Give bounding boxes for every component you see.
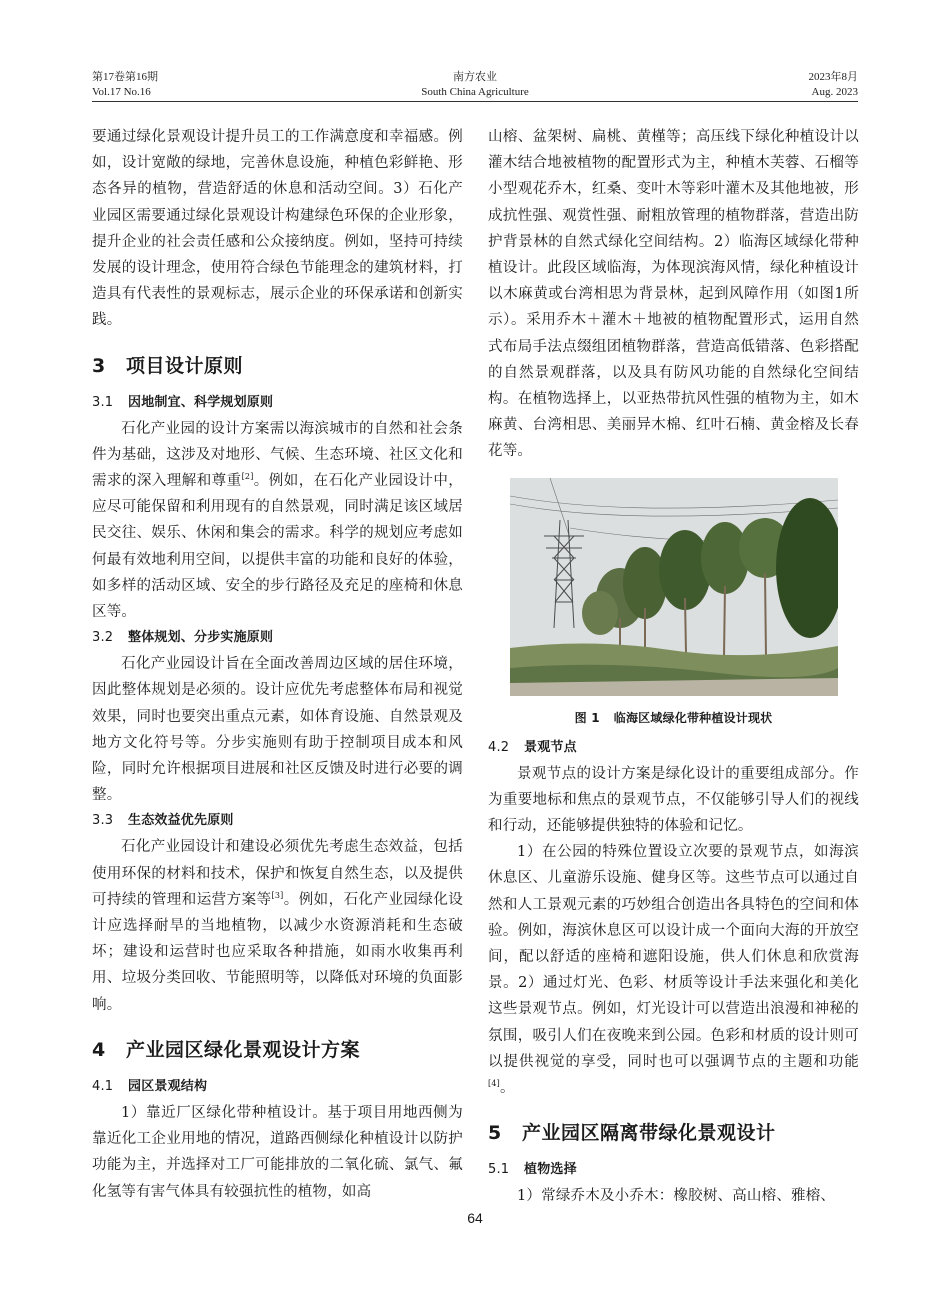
paragraph-3-1 bbox=[92, 416, 463, 626]
subsection-title: 生态效益优先原则 bbox=[128, 813, 234, 829]
paragraph-3-2: 石化产业园设计旨在全面改善周边区域的居住环境，因此整体规划是必须的。设计应优先考虑整体布局和视觉效果，同时也要突出重点元素，如体育设施、自然景观及地方文化符号等。分步实施则有助于控制项目成本和风险，同时允许根据项目进展和社区反馈及时进行必要的调整。 bbox=[92, 656, 463, 804]
header-journal-en: South China Agriculture bbox=[421, 86, 529, 98]
header-date bbox=[809, 70, 859, 100]
figure-photo bbox=[510, 478, 838, 696]
figure-caption-text: 临海区域绿化带种植设计现状 bbox=[613, 710, 773, 725]
subsection-number: 3.2 bbox=[92, 630, 114, 646]
subsection-title: 因地制宜、科学规划原则 bbox=[128, 394, 274, 410]
subsection-5-1-heading bbox=[488, 1157, 859, 1183]
subsection-number: 3.3 bbox=[92, 813, 114, 829]
section-title: 项目设计原则 bbox=[126, 354, 244, 377]
subsection-number: 4.2 bbox=[488, 739, 510, 755]
header-rule bbox=[92, 101, 858, 102]
section-number: 3 bbox=[92, 354, 106, 377]
header-date-cn: 2023年8月 bbox=[808, 71, 858, 83]
paragraph-text: 1）在公园的特殊位置设立次要的景观节点，如海滨休息区、儿童游乐设施、健身区等。这些节点可以通过自然和人工景观元素的巧妙组合创造出各具特色的空间和体验。例如，海滨休息区可以设计成一个面向大海的开放空间，配以舒适的座椅和遮阳设施，供人们休息和欣赏海景。2）通过灯光、色彩、材质等设计手法来强化和美化这些景观节点。例如，灯光设计可以营造出浪漫和神秘的氛围，吸引人们在夜晚来到公园。色彩和材质的设计则可以提供视觉的享受，同时也可以强调节点的主题和功能 bbox=[488, 844, 859, 1070]
header-journal bbox=[0, 70, 950, 100]
subsection-3-2-heading bbox=[92, 625, 463, 651]
subsection-4-1-heading bbox=[92, 1074, 463, 1100]
continued-paragraph: 山榕、盆架树、扁桃、黄槿等；高压线下绿化种植设计以灌木结合地被植物的配置形式为主，种植木芙蓉、石榴等小型观花乔木，红桑、变叶木等彩叶灌木及其他地被，形成抗性强、观赏性强、耐粗放管理的植物群落，营造出防护背景林的自然式绿化空间结构。2）临海区域绿化带种植设计。此段区域临海，为体现滨海风情，绿化种植设计以木麻黄或台湾相思为背景林，起到风障作用（如图1所示）。采用乔木＋灌木＋地被的植物配置形式，运用自然式布局手法点缀组团植物群落，营造高低错落、色彩搭配的自然景观群落，以及具有防风功能的自然绿化空间结构。在植物选择上，以亚热带抗风性强的植物为主，如木麻黄、台湾相思、美丽异木棉、红叶石楠、黄金榕及长春花等。 bbox=[488, 129, 859, 460]
paragraph-text: 。例如，在石化产业园设计中，应尽可能保留和利用现有的自然景观，同时满足该区域居民交往、娱乐、休闲和集会的需求。科学的规划应考虑如何最有效地利用空间，以提供丰富的功能和良好的体验，如多样的活动区域、安全的步行路径及充足的座椅和休息区等。 bbox=[92, 473, 463, 621]
paragraph-4-2-b bbox=[488, 839, 859, 1101]
section-4-heading bbox=[92, 1036, 463, 1064]
section-number: 5 bbox=[488, 1122, 502, 1145]
section-title: 产业园区隔离带绿化景观设计 bbox=[522, 1122, 776, 1145]
paragraph-3-3 bbox=[92, 834, 463, 1017]
section-3-heading bbox=[92, 352, 463, 380]
paragraph-5-1: 1）常绿乔木及小乔木：橡胶树、高山榕、雅榕、 bbox=[517, 1188, 836, 1205]
citation-ref: [2] bbox=[241, 472, 254, 482]
citation-ref: [3] bbox=[271, 891, 284, 901]
figure-caption bbox=[488, 709, 859, 727]
header-date-en: Aug. 2023 bbox=[811, 86, 858, 98]
section-number: 4 bbox=[92, 1038, 106, 1061]
right-column bbox=[488, 124, 859, 1209]
subsection-title: 景观节点 bbox=[524, 739, 577, 755]
figure-number: 图 1 bbox=[574, 710, 600, 725]
left-column bbox=[92, 124, 463, 1205]
subsection-number: 4.1 bbox=[92, 1078, 114, 1094]
subsection-title: 植物选择 bbox=[524, 1162, 577, 1178]
header-journal-cn: 南方农业 bbox=[453, 71, 497, 83]
paragraph-text: 石化产业园设计和建设必须优先考虑生态效益，包括使用环保的材料和技术，保护和恢复自然生态，以及提供可持续的管理和运营方案等 bbox=[92, 839, 463, 908]
paragraph-4-2-a: 景观节点的设计方案是绿化设计的重要组成部分。作为重要地标和焦点的景观节点，不仅能够引导人们的视线和行动，还能够提供独特的体验和记忆。 bbox=[488, 765, 859, 835]
section-title: 产业园区绿化景观设计方案 bbox=[126, 1038, 361, 1061]
subsection-4-2-heading bbox=[488, 735, 859, 761]
subsection-title: 整体规划、分步实施原则 bbox=[128, 630, 274, 646]
paragraph-text: 石化产业园的设计方案需以海滨城市的自然和社会条件为基础，这涉及对地形、气候、生态环境、社区文化和需求的深入理解和尊重 bbox=[92, 420, 463, 490]
page-number: 64 bbox=[467, 1210, 483, 1226]
subsection-3-3-heading bbox=[92, 808, 463, 834]
header-volume-en: Vol.17 No.16 bbox=[92, 86, 151, 98]
subsection-3-1-heading bbox=[92, 390, 463, 416]
citation-ref: [4] bbox=[488, 1079, 500, 1089]
paragraph-text: 。 bbox=[499, 1080, 515, 1097]
paragraph-4-1: 1）靠近厂区绿化带种植设计。基于项目用地西侧为靠近化工企业用地的情况，道路西侧绿化种植设计以防护功能为主，并选择对工厂可能排放的二氧化硫、氯气、氟化氢等有害气体具有较强抗性的植物，如高 bbox=[92, 1104, 463, 1200]
header-volume-cn: 第17卷第16期 bbox=[92, 71, 158, 83]
paragraph-text: 。例如，石化产业园绿化设计应选择耐旱的当地植物，以减少水资源消耗和生态破坏；建设和运营时也应采取各种措施，如雨水收集再利用、垃圾分类回收、节能照明等，以降低对环境的负面影响。 bbox=[92, 891, 463, 1013]
intro-paragraph: 要通过绿化景观设计提升员工的工作满意度和幸福感。例如，设计宽敞的绿地，完善休息设施，种植色彩鲜艳、形态各异的植物，营造舒适的休息和活动空间。3）石化产业园区需要通过绿化景观设计构建绿色环保的企业形象，提升企业的社会责任感和公众接纳度。例如，坚持可持续发展的设计理念，使用符合绿色节能理念的建筑材料，打造具有代表性的景观标志，展示企业的环保承诺和创新实践。 bbox=[92, 129, 463, 329]
subsection-number: 5.1 bbox=[488, 1162, 510, 1178]
coastal-greenbelt-photo bbox=[510, 478, 838, 696]
subsection-title: 园区景观结构 bbox=[128, 1078, 208, 1094]
section-5-heading bbox=[488, 1119, 859, 1147]
subsection-number: 3.1 bbox=[92, 394, 114, 410]
